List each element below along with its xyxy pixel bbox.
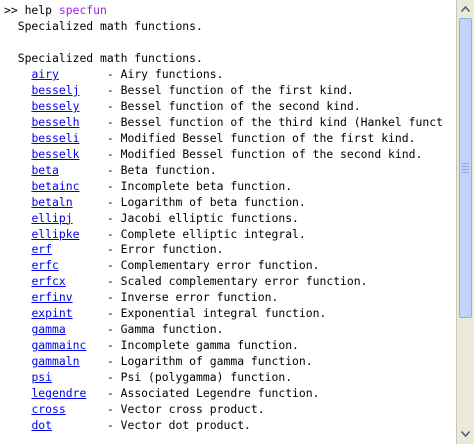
thumb-grip-line <box>462 172 469 173</box>
section-title <box>4 50 203 66</box>
function-description: Inverse error function. <box>120 290 279 305</box>
function-description: Logarithm of beta function. <box>120 194 306 209</box>
function-description: Complete elliptic integral. <box>120 226 306 241</box>
function-description: Complementary error function. <box>120 258 320 273</box>
scroll-thumb[interactable] <box>459 18 472 318</box>
thumb-grip-line <box>462 163 469 164</box>
function-link-ellipj[interactable]: ellipj <box>31 210 73 225</box>
function-link-besselk[interactable]: besselk <box>31 146 80 161</box>
function-description: Scaled complementary error function. <box>120 274 368 289</box>
row-separator: - <box>106 178 121 193</box>
prompt: >> <box>4 3 25 17</box>
command-argument: specfun <box>58 3 107 17</box>
function-link-besseli[interactable]: besseli <box>31 130 80 145</box>
row-separator: - <box>106 306 121 321</box>
row-separator: - <box>106 274 121 289</box>
row-separator: - <box>106 67 121 81</box>
row-separator: - <box>106 83 121 97</box>
row-separator: - <box>106 290 121 305</box>
function-row <box>4 401 265 417</box>
function-link-dot[interactable]: dot <box>31 417 53 432</box>
function-row <box>4 369 292 385</box>
function-description: Vector cross product. <box>120 401 265 416</box>
row-separator: - <box>106 242 121 257</box>
function-link-erfcx[interactable]: erfcx <box>31 274 66 289</box>
function-link-bessely[interactable]: bessely <box>31 98 80 113</box>
row-separator: - <box>106 210 121 225</box>
function-description: Modified Bessel function of the second kind. <box>120 146 423 161</box>
scroll-up-arrow-icon[interactable] <box>459 3 472 14</box>
function-link-airy[interactable]: airy <box>31 67 59 81</box>
function-row <box>4 257 319 273</box>
function-description: Jacobi elliptic functions. <box>120 210 299 225</box>
function-row <box>4 337 299 353</box>
function-row <box>4 321 223 337</box>
function-row <box>4 305 326 321</box>
function-description: Incomplete gamma function. <box>120 338 299 353</box>
function-row <box>4 241 223 257</box>
command-keyword: help <box>24 3 53 17</box>
row-separator: - <box>106 354 121 369</box>
function-link-betaln[interactable]: betaln <box>31 194 73 209</box>
row-separator: - <box>106 98 121 113</box>
row-separator: - <box>106 226 121 241</box>
function-description: Bessel function of the first kind. <box>120 83 354 97</box>
row-separator: - <box>106 258 121 273</box>
scroll-down-arrow-icon[interactable] <box>459 428 472 439</box>
section-title-text: Specialized math functions. <box>17 51 203 65</box>
row-separator: - <box>106 130 121 145</box>
function-row <box>4 210 299 226</box>
function-description: Psi (polygamma) function. <box>120 370 293 385</box>
function-link-besselj[interactable]: besselj <box>31 83 80 97</box>
row-separator: - <box>106 194 121 209</box>
row-separator: - <box>106 338 121 353</box>
row-separator: - <box>106 370 121 385</box>
function-link-besselh[interactable]: besselh <box>31 114 80 129</box>
row-separator: - <box>106 322 121 337</box>
function-row <box>4 273 368 289</box>
row-separator: - <box>106 401 121 416</box>
thumb-grip-line <box>462 169 469 170</box>
help-header <box>4 18 203 34</box>
function-row <box>4 130 416 146</box>
function-description: Logarithm of gamma function. <box>120 354 313 369</box>
function-link-psi[interactable]: psi <box>31 370 53 385</box>
function-description: Vector dot product. <box>120 417 251 432</box>
function-row <box>4 114 443 130</box>
function-description: Exponential integral function. <box>120 306 327 321</box>
function-row <box>4 289 278 305</box>
function-row <box>4 226 306 242</box>
function-row <box>4 162 217 178</box>
function-link-beta[interactable]: beta <box>31 162 59 177</box>
function-description: Error function. <box>120 242 224 257</box>
function-link-ellipke[interactable]: ellipke <box>31 226 80 241</box>
function-description: Bessel function of the third kind (Hankel funct <box>120 114 443 129</box>
function-link-gammaln[interactable]: gammaln <box>31 354 80 369</box>
function-link-gamma[interactable]: gamma <box>31 322 66 337</box>
function-description: Airy functions. <box>120 67 224 81</box>
help-header-text: Specialized math functions. <box>17 19 203 33</box>
function-description: Bessel function of the second kind. <box>120 98 361 113</box>
thumb-grip-line <box>462 166 469 167</box>
function-link-betainc[interactable]: betainc <box>31 178 80 193</box>
function-row <box>4 194 306 210</box>
function-link-expint[interactable]: expint <box>31 306 73 321</box>
function-row <box>4 417 251 433</box>
function-description: Beta function. <box>120 162 217 177</box>
function-link-erfc[interactable]: erfc <box>31 258 59 273</box>
command-line <box>4 2 107 18</box>
vertical-scrollbar[interactable] <box>456 0 474 444</box>
function-link-legendre[interactable]: legendre <box>31 386 87 400</box>
function-row <box>4 82 354 98</box>
function-row <box>4 178 292 194</box>
row-separator: - <box>106 114 121 129</box>
row-separator: - <box>106 417 121 432</box>
function-description: Gamma function. <box>120 322 224 337</box>
function-description: Modified Bessel function of the first kind. <box>120 130 416 145</box>
function-row <box>4 98 361 114</box>
function-row <box>4 146 422 162</box>
function-description: Incomplete beta function. <box>120 178 293 193</box>
row-separator: - <box>106 386 121 400</box>
row-separator: - <box>106 146 121 161</box>
function-link-erf[interactable]: erf <box>31 242 53 257</box>
function-description: Associated Legendre function. <box>120 386 320 400</box>
function-row <box>4 353 313 369</box>
function-link-erfinv[interactable]: erfinv <box>31 290 73 305</box>
row-separator: - <box>106 162 121 177</box>
function-row <box>4 66 223 82</box>
function-row <box>4 385 319 401</box>
function-link-gammainc[interactable]: gammainc <box>31 338 87 353</box>
function-link-cross[interactable]: cross <box>31 401 66 416</box>
